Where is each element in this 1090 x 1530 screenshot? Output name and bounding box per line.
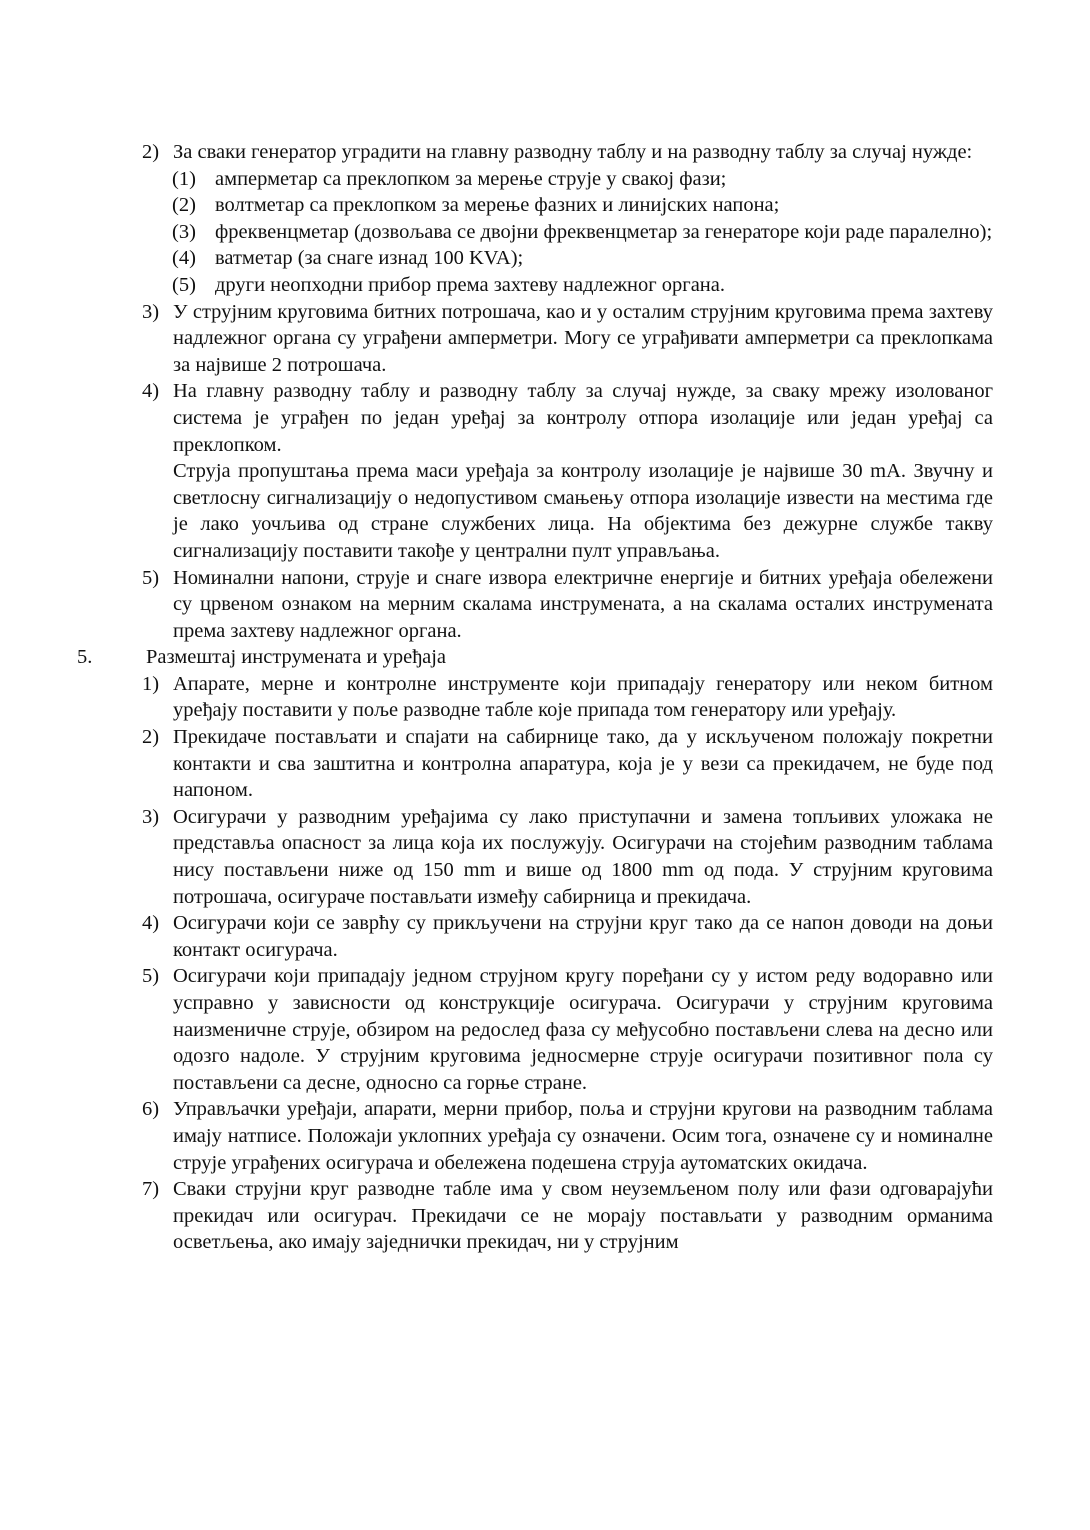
- item-number: 5): [142, 965, 160, 988]
- item-number: 4): [142, 912, 160, 935]
- sub-item-text: волтметар са преклопком за мерење фазних и линијских напона;: [215, 194, 780, 217]
- item-number: 7): [142, 1178, 160, 1201]
- section-heading: [77, 644, 1090, 671]
- list-item-4: [142, 378, 993, 458]
- section-5-item-2: [142, 724, 993, 804]
- list-item-2: [142, 139, 993, 166]
- sub-item-number: (1): [172, 167, 196, 190]
- item-text: Управљачки уређаји, апарати, мерни прибор, поља и струјни кругови на разводним таблама имају натписе. Положаји уклопних уређаја су означени. Осим тога, означене су и номиналне струје уграђених осигурача и обележена подешена струја аутоматских окидача.: [173, 1098, 993, 1174]
- item-text: Осигурачи који се заврћу су прикључени на струјни круг тако да се напон доводи на доњи контакт осигурача.: [173, 912, 993, 961]
- sub-item-5: [172, 272, 993, 299]
- sub-item-1: [172, 166, 993, 193]
- list-item-5: [142, 565, 993, 645]
- sub-item-3: [172, 219, 993, 246]
- section-5-item-3: [142, 804, 993, 910]
- sub-item-number: (5): [172, 273, 196, 296]
- sub-item-2: [172, 192, 993, 219]
- section-number: 5.: [77, 646, 93, 669]
- sub-item-text: други неопходни прибор према захтеву надлежног органа.: [215, 273, 725, 296]
- item-text: Осигурачи у разводним уређајима су лако приступачни и замена топљивих уложака не представља опасност за лица која их послужују. Осигурачи на стојећим разводним таблама нису постављени ниже од 150 mm и више од 1800 mm од пода. У струјним круговима потрошача, осигураче постављати између сабирница и прекидача.: [173, 805, 993, 908]
- section-5-item-1: [142, 671, 993, 724]
- section-5-item-7: [142, 1176, 993, 1256]
- sub-item-number: (3): [172, 220, 196, 243]
- item-text: Сваки струјни круг разводне табле има у свом неуземљеном полу или фази одговарајући прекидач или осигурач. Прекидачи се не морају постављати у разводним орманима осветљења, ако имају заједнички прекидач, ни у струјним: [173, 1178, 993, 1254]
- sub-item-4: [172, 245, 993, 272]
- item-text: Прекидаче постављати и спајати на сабирнице тако, да у искљученом положају покретни контакти и сва заштитна и контролна апаратура, која је у вези са прекидачем, не буде под напоном.: [173, 726, 993, 802]
- item-number: 6): [142, 1098, 160, 1121]
- item-text: Номинални напони, струје и снаге извора електричне енергије и битних уређаја обележени су црвеном ознаком на мерним скалама инструмената, а на скалама осталих инструмената према захтеву надлежног органа.: [173, 566, 993, 642]
- list-item-3: [142, 299, 993, 379]
- item-number: 4): [142, 380, 160, 403]
- item-text: Апарате, мерне и контролне инструменте који припадају генератору или неком битном уређају поставити у поље разводне табле које припада том генератору или уређају.: [173, 672, 993, 722]
- item-text: Осигурачи који припадају једном струјном кругу поређани су у истом реду водоравно или усправно у зависности од конструкције осигурача. Осигурачи у струјним круговима наизменичне струје, обзиром на редослед фаза су међусобно постављени слева на десно или одозго надоле. У струјним круговима једносмерне струје осигурачи позитивног пола су постављени са десне, односно са горње стране.: [173, 965, 993, 1094]
- item-text: На главну разводну таблу и разводну таблу за случај нужде, за сваку мрежу изолованог система је уграђен по један уређај за контролу отпора изолације или један уређај са преклопком.: [173, 380, 993, 456]
- sub-item-text: амперметар са преклопком за мерење струје у свакој фази;: [215, 167, 727, 190]
- item-number: 3): [142, 300, 160, 323]
- item-number: 2): [142, 141, 160, 163]
- item-text: У струјним круговима битних потрошача, као и у осталим струјним круговима према захтеву надлежног органа су уграђени амперметри. Могу се уграђивати амперметри са преклопкама за највише 2 потрошача.: [173, 300, 993, 376]
- sub-item-number: (4): [172, 247, 196, 270]
- section-5-item-6: [142, 1096, 993, 1176]
- section-title: Размештај инструмената и уређаја: [146, 646, 447, 669]
- sub-item-text: ватметар (за снаге изнад 100 KVA);: [215, 247, 524, 270]
- item-number: 5): [142, 566, 160, 589]
- section-5-item-4: [142, 910, 993, 963]
- item-text: За сваки генератор уградити на главну разводну таблу и на разводну таблу за случај нужде:: [173, 141, 973, 163]
- item-4-continuation: Струја пропуштања према маси уређаја за контролу изолације је највише 30 mA. Звучну и светлосну сигнализацију о недопустивом смањењу отпора изолације извести на местима где је лако уочљива од стране службених лица. На објектима без дежурне службе такву сигнализацију поставити такође у централни пулт управљања.: [173, 460, 993, 562]
- section-5-item-5: [142, 963, 993, 1096]
- item-number: 3): [142, 805, 160, 828]
- page-content: [0, 139, 1090, 1256]
- sub-item-number: (2): [172, 194, 196, 217]
- sub-item-text: фреквенцметар (дозвољава се двојни фреквенцметар за генераторе који раде паралелно);: [215, 220, 993, 243]
- item-number: 1): [142, 672, 160, 695]
- item-number: 2): [142, 726, 160, 749]
